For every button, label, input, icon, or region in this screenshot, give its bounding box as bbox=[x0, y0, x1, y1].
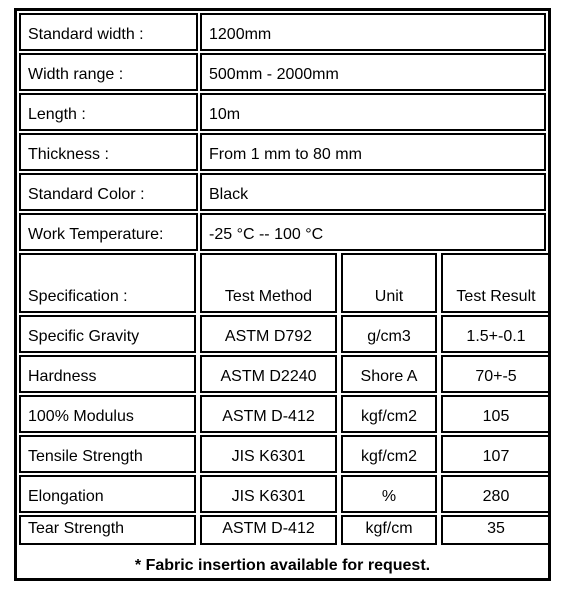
property-label: Width range : bbox=[19, 53, 198, 91]
spec-unit: % bbox=[341, 475, 437, 513]
spec-header-1: Test Method bbox=[200, 253, 337, 313]
property-value: 10m bbox=[200, 93, 546, 131]
spec-result: 1.5+-0.1 bbox=[441, 315, 551, 353]
spec-name: Tear Strength bbox=[19, 515, 196, 545]
spec-test-method: ASTM D-412 bbox=[200, 395, 337, 433]
spec-name: Elongation bbox=[19, 475, 196, 513]
spec-name: Specific Gravity bbox=[19, 315, 196, 353]
spec-test-method: ASTM D2240 bbox=[200, 355, 337, 393]
spec-unit: g/cm3 bbox=[341, 315, 437, 353]
spec-test-method: ASTM D792 bbox=[200, 315, 337, 353]
spec-unit: kgf/cm2 bbox=[341, 435, 437, 473]
property-value: -25 °C -- 100 °C bbox=[200, 213, 546, 251]
property-label: Standard width : bbox=[19, 13, 198, 51]
spec-test-method: ASTM D-412 bbox=[200, 515, 337, 545]
property-label: Length : bbox=[19, 93, 198, 131]
spec-header-0: Specification : bbox=[19, 253, 196, 313]
spec-result: 70+-5 bbox=[441, 355, 551, 393]
spec-test-method: JIS K6301 bbox=[200, 435, 337, 473]
property-value: 500mm - 2000mm bbox=[200, 53, 546, 91]
property-value: Black bbox=[200, 173, 546, 211]
spec-name: Tensile Strength bbox=[19, 435, 196, 473]
spec-name: 100% Modulus bbox=[19, 395, 196, 433]
footer-note: * Fabric insertion available for request. bbox=[134, 557, 431, 574]
spec-result: 35 bbox=[441, 515, 551, 545]
spec-header-2: Unit bbox=[341, 253, 437, 313]
spec-unit: Shore A bbox=[341, 355, 437, 393]
spec-name: Hardness bbox=[19, 355, 196, 393]
spec-sheet bbox=[14, 8, 551, 581]
spec-unit: kgf/cm bbox=[341, 515, 437, 545]
spec-test-method: JIS K6301 bbox=[200, 475, 337, 513]
property-label: Work Temperature: bbox=[19, 213, 198, 251]
property-value: 1200mm bbox=[200, 13, 546, 51]
spec-result: 107 bbox=[441, 435, 551, 473]
spec-unit: kgf/cm2 bbox=[341, 395, 437, 433]
property-label: Thickness : bbox=[19, 133, 198, 171]
spec-result: 105 bbox=[441, 395, 551, 433]
spec-result: 280 bbox=[441, 475, 551, 513]
spec-header-3: Test Result bbox=[441, 253, 551, 313]
property-value: From 1 mm to 80 mm bbox=[200, 133, 546, 171]
property-label: Standard Color : bbox=[19, 173, 198, 211]
